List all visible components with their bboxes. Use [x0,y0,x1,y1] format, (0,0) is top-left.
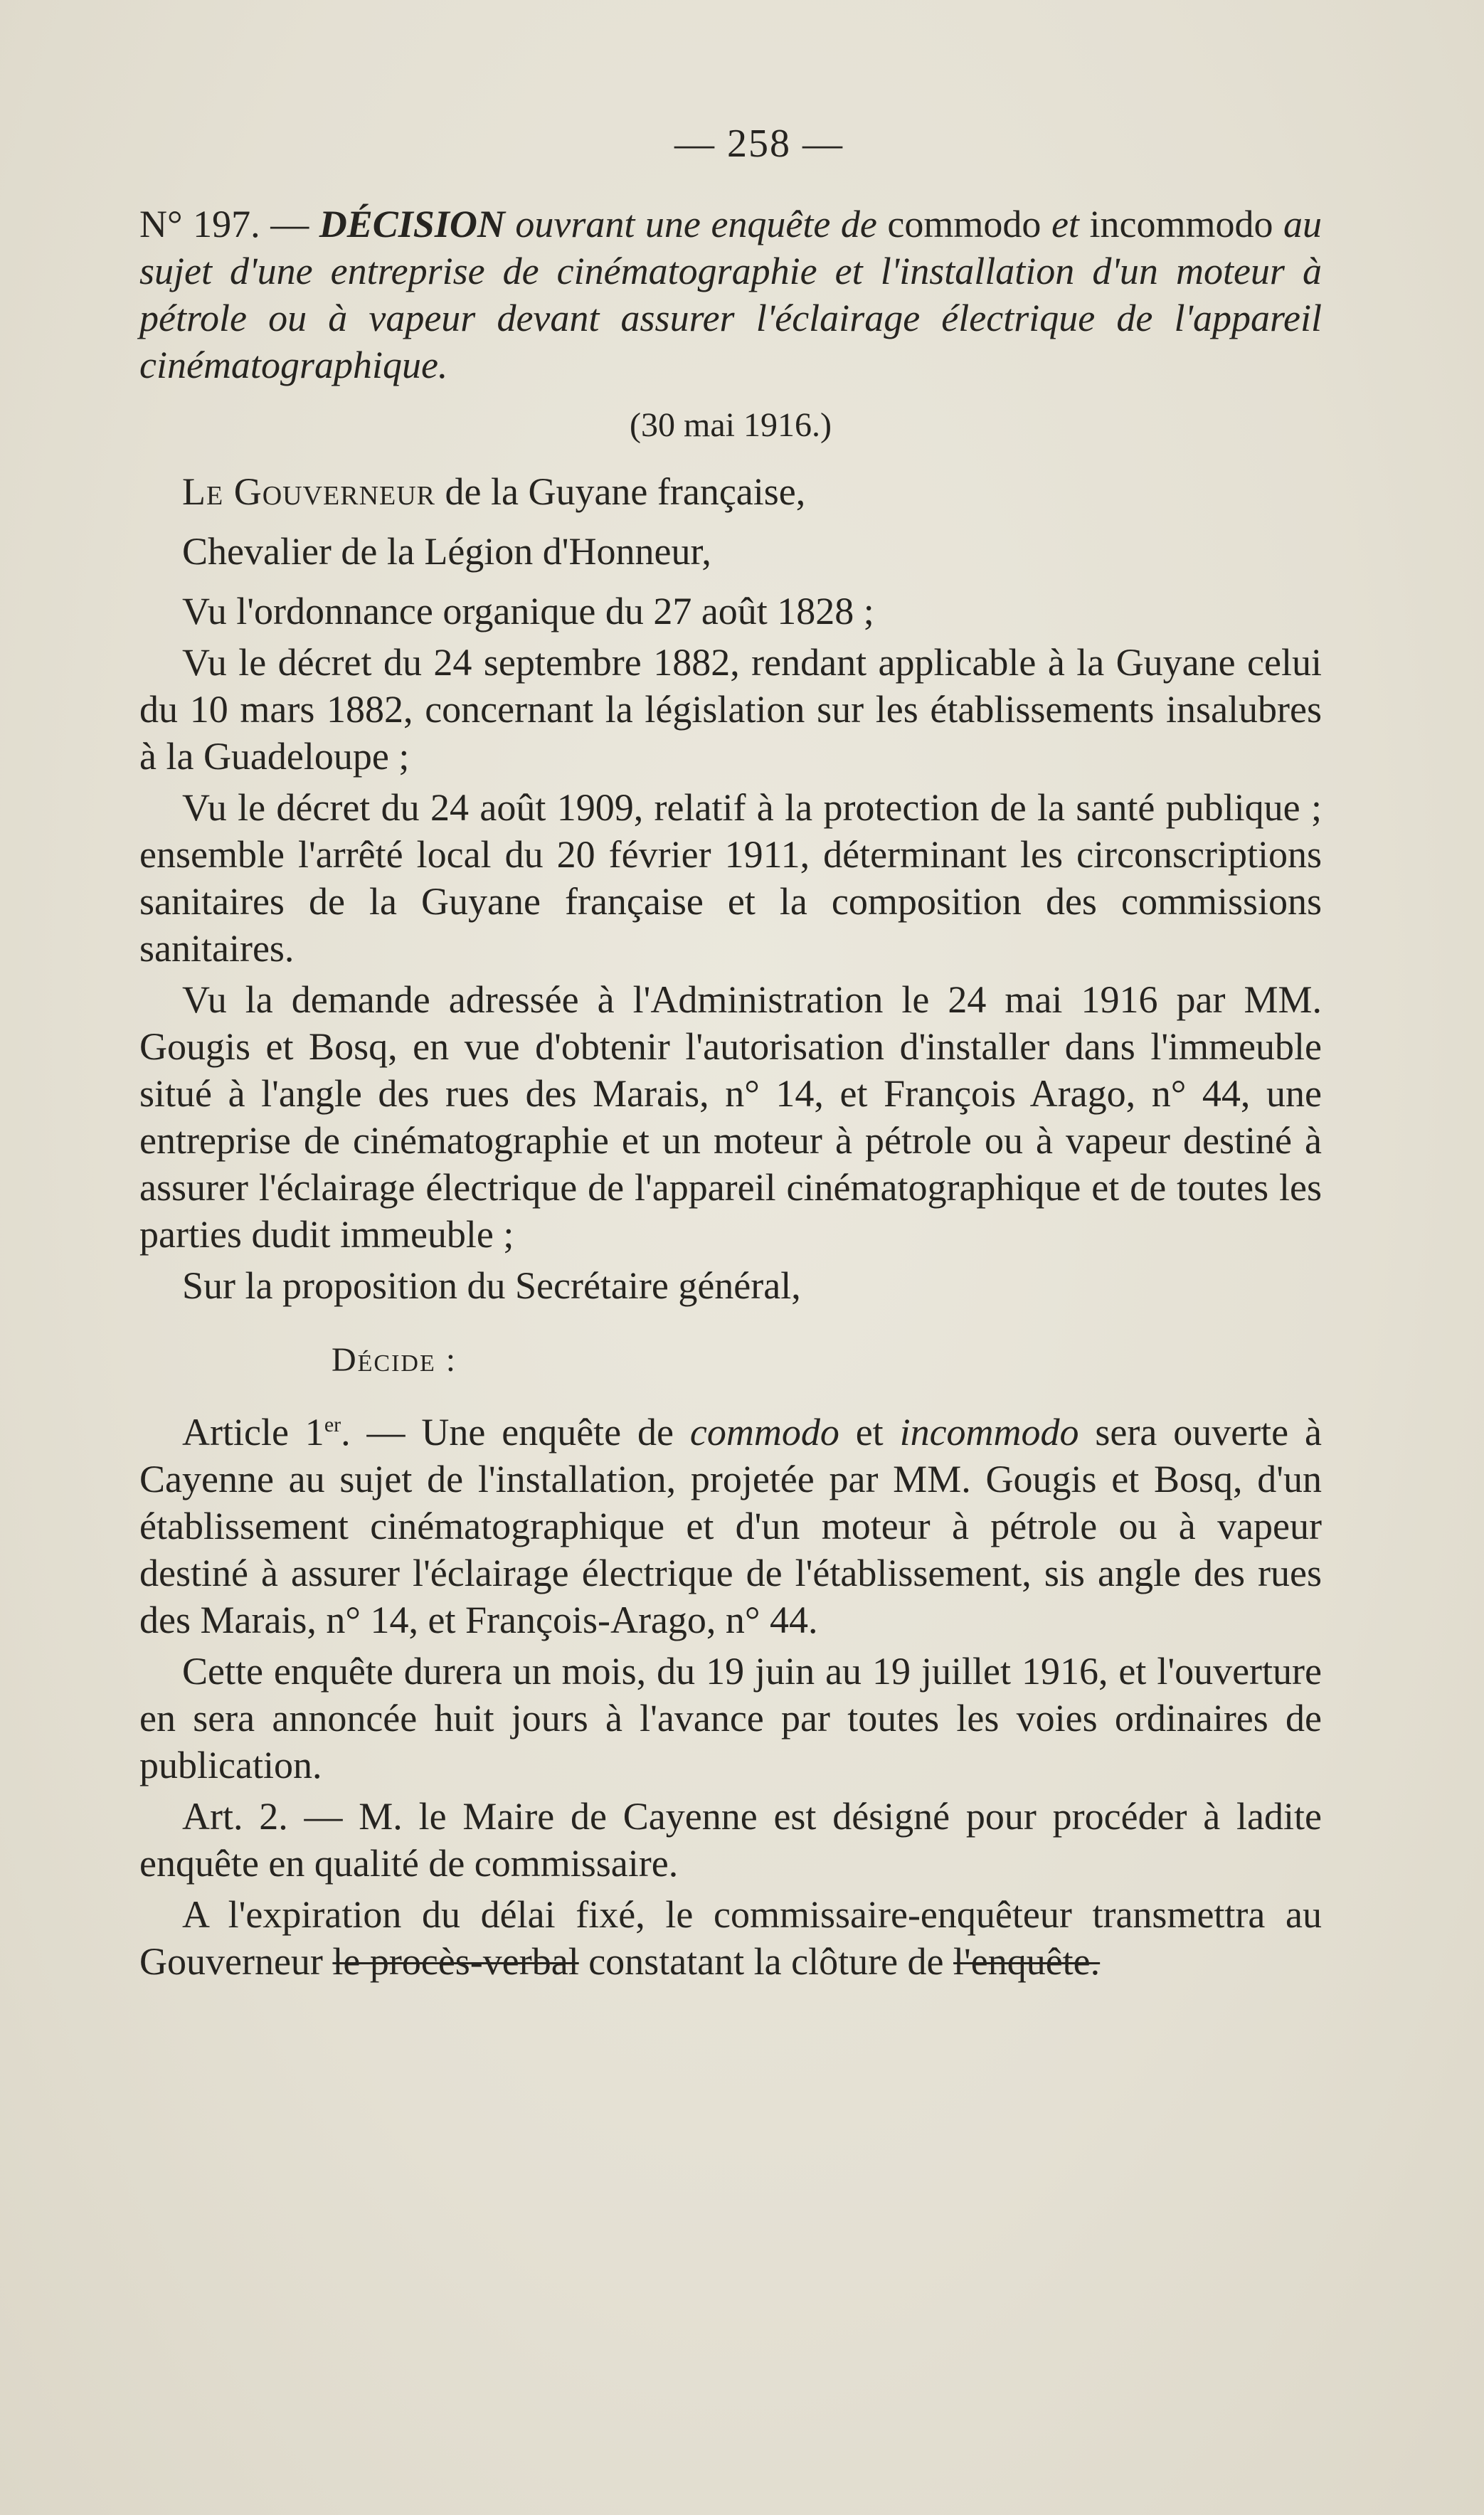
article-1 [139,1409,1322,1643]
governor-line [139,468,1322,515]
considerant-3: Vu le décret du 24 août 1909, relatif à la protection de la santé publique ; ensemble l'arrêté local du 20 février 1911, déterminant les circonscriptions sanitaires de la Guyane française et la composition des commissions sanitaires. [139,786,1322,970]
expiration-struck: le procès-verbal [332,1940,579,1983]
decision-number: N° 197. — [139,203,319,245]
chevalier-line: Chevalier de la Légion d'Honneur, [182,530,711,573]
article-1-incommodo: incommodo [899,1411,1079,1454]
article-1-commodo: commodo [689,1411,839,1454]
expiration-end: l'enquête. [953,1940,1101,1983]
expiration-paragraph [139,1891,1322,1985]
proposition-line: Sur la proposition du Secrétaire général, [182,1264,801,1307]
article-1-dash: . — Une enquête de [341,1411,690,1454]
governor-title: Le Gouverneur [182,470,436,513]
considerant-1: Vu l'ordonnance organique du 27 août 1828 ; [182,590,874,632]
decision-title: DÉCISION [319,203,505,245]
duration-paragraph: Cette enquête durera un mois, du 19 juin au 19 juillet 1916, et l'ouverture en sera annoncée huit jours à l'avance par toutes les voies ordinaires de publication. [139,1650,1322,1786]
text-block [139,121,1322,1985]
page-number: — 258 — [674,122,844,166]
expiration-text-2: constatant la clôture de [578,1940,954,1983]
heading-text-3: au sujet d'une entreprise de cinématographie et l'installation d'un moteur à pétrole ou à vapeur devant assurer l'éclairage électrique de l'appareil cinématographique. [139,203,1323,386]
considerant-2: Vu le décret du 24 septembre 1882, rendant applicable à la Guyane celui du 10 mars 1882, concernant la législation sur les établissements insalubres à la Guadeloupe ; [139,641,1322,778]
considerant-4: Vu la demande adressée à l'Administration le 24 mai 1916 par MM. Gougis et Bosq, en vue d'obtenir l'autorisation d'installer dans l'immeuble situé à l'angle des rues des Marais, n° 14, et François Arago, n° 44, une entreprise de cinématographie et un moteur à pétrole ou à vapeur destiné à assurer l'éclairage électrique de l'appareil cinématographique et de toutes les parties dudit immeuble ; [139,978,1322,1256]
expiration-text-1: A l'expiration du délai fixé, le commissaire-enquêteur transmettra au Gouverneur [139,1893,1322,1983]
article-1-label: Article 1 [182,1411,324,1454]
article-1-et: et [839,1411,900,1454]
article-1-sup: er [324,1413,341,1436]
governor-rest: de la Guyane française, [435,470,806,513]
decide-heading: Décide : [332,1341,457,1379]
heading-text-1: ouvrant une enquête de [504,203,888,245]
decision-date: (30 mai 1916.) [630,406,832,444]
article-2: Art. 2. — M. le Maire de Cayenne est désigné pour procéder à ladite enquête en qualité de commissaire. [139,1795,1322,1885]
article-1-text: sera ouverte à Cayenne au sujet de l'installation, projetée par MM. Gougis et Bosq, d'un établissement cinématographique et d'un moteur à pétrole ou à vapeur destiné à assurer l'éclairage électrique de l'établissement, sis angle des rues des Marais, n° 14, et François-Arago, n° 44. [139,1411,1322,1641]
heading-incommodo: incommodo [1089,203,1273,245]
heading-text-2: et [1041,203,1090,245]
heading-commodo: commodo [887,203,1042,245]
decision-heading [139,201,1322,388]
